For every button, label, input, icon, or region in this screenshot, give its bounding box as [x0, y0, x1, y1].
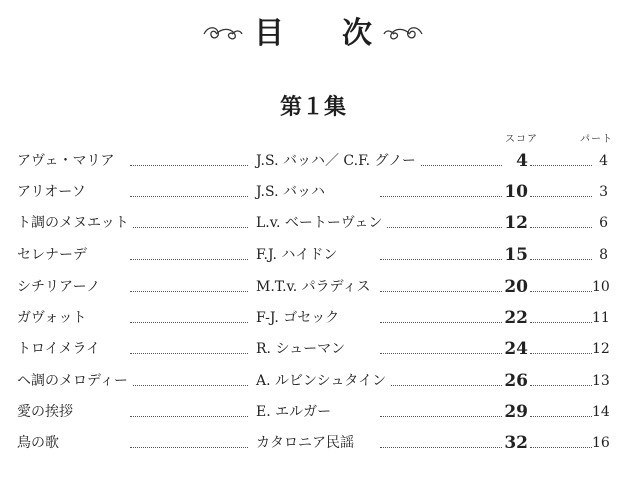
- dot-leader: [380, 334, 502, 354]
- piece-title: アリオーソ: [17, 177, 90, 207]
- page-title: 目 次: [254, 16, 386, 51]
- dot-leader: [130, 177, 248, 197]
- dot-leader: [130, 208, 248, 228]
- score-page-number: 15: [502, 240, 528, 270]
- dot-leader: [530, 303, 592, 323]
- dot-leader: [130, 366, 248, 386]
- dot-leader: [380, 272, 502, 292]
- dot-leader: [380, 240, 502, 260]
- score-page-number: 12: [502, 208, 528, 238]
- dot-leader: [530, 146, 592, 166]
- dot-leader: [130, 397, 248, 417]
- score-page-number: 4: [502, 146, 528, 176]
- piece-title: ヘ調のメロディー: [17, 366, 132, 396]
- dot-leader: [530, 428, 592, 448]
- dot-leader: [130, 240, 248, 260]
- dot-leader: [380, 303, 502, 323]
- piece-title: トロイメライ: [17, 334, 104, 364]
- part-page-number: 6: [592, 208, 608, 238]
- part-page-number: 13: [592, 366, 608, 396]
- dot-leader: [380, 177, 502, 197]
- part-column-heading: パート: [580, 134, 613, 145]
- part-page-number: 4: [592, 146, 608, 176]
- toc-entry[interactable]: [0, 208, 626, 238]
- composer-name: E. エルガー: [256, 397, 335, 427]
- dot-leader: [380, 208, 502, 228]
- composer-name: M.T.v. パラディス: [256, 272, 375, 302]
- toc-header: [0, 12, 626, 56]
- score-page-number: 10: [502, 177, 528, 207]
- composer-name: R. シューマン: [256, 334, 349, 364]
- composer-name: L.v. ベートーヴェン: [256, 208, 386, 238]
- toc-entry[interactable]: [0, 397, 626, 427]
- dot-leader: [130, 334, 248, 354]
- toc-entry[interactable]: [0, 428, 626, 458]
- score-page-number: 22: [502, 303, 528, 333]
- toc-entry[interactable]: [0, 272, 626, 302]
- composer-name: カタロニア民謡: [256, 428, 358, 458]
- composer-name: J.S. バッハ: [256, 177, 329, 207]
- dot-leader: [380, 366, 502, 386]
- score-page-number: 32: [502, 428, 528, 458]
- composer-name: F.J. ハイドン: [256, 240, 341, 270]
- score-column-heading: スコア: [505, 134, 538, 145]
- score-page-number: 20: [502, 272, 528, 302]
- piece-title: シチリアーノ: [17, 272, 104, 302]
- piece-title: 鳥の歌: [17, 428, 63, 458]
- toc-entry[interactable]: [0, 146, 626, 176]
- score-page-number: 29: [502, 397, 528, 427]
- dot-leader: [530, 397, 592, 417]
- toc-entry[interactable]: [0, 366, 626, 396]
- part-page-number: 10: [592, 272, 608, 302]
- part-page-number: 16: [592, 428, 608, 458]
- part-page-number: 8: [592, 240, 608, 270]
- piece-title: ト調のメヌエット: [17, 208, 133, 238]
- swirl-ornament-icon: [382, 24, 424, 44]
- dot-leader: [530, 272, 592, 292]
- dot-leader: [380, 428, 502, 448]
- dot-leader: [380, 397, 502, 417]
- dot-leader: [130, 428, 248, 448]
- score-page-number: 26: [502, 366, 528, 396]
- dot-leader: [530, 240, 592, 260]
- part-page-number: 12: [592, 334, 608, 364]
- toc-entry[interactable]: [0, 334, 626, 364]
- score-page-number: 24: [502, 334, 528, 364]
- volume-title: 第１集: [279, 94, 346, 120]
- toc-entry[interactable]: [0, 303, 626, 333]
- piece-title: 愛の挨拶: [17, 397, 77, 427]
- dot-leader: [130, 272, 248, 292]
- composer-name: A. ルビンシュタイン: [256, 366, 390, 396]
- part-page-number: 11: [592, 303, 608, 333]
- dot-leader: [530, 334, 592, 354]
- toc-entry[interactable]: [0, 240, 626, 270]
- composer-name: F-J. ゴセック: [256, 303, 343, 333]
- piece-title: ガヴォット: [17, 303, 90, 333]
- dot-leader: [530, 177, 592, 197]
- composer-name: J.S. バッハ／ C.F. グノー: [256, 146, 420, 176]
- piece-title: セレナーデ: [17, 240, 91, 270]
- dot-leader: [130, 146, 248, 166]
- dot-leader: [530, 208, 592, 228]
- piece-title: アヴェ・マリア: [17, 146, 118, 176]
- toc-entry[interactable]: [0, 177, 626, 207]
- swirl-ornament-icon: [202, 24, 244, 44]
- part-page-number: 3: [592, 177, 608, 207]
- dot-leader: [530, 366, 592, 386]
- dot-leader: [130, 303, 248, 323]
- part-page-number: 14: [592, 397, 608, 427]
